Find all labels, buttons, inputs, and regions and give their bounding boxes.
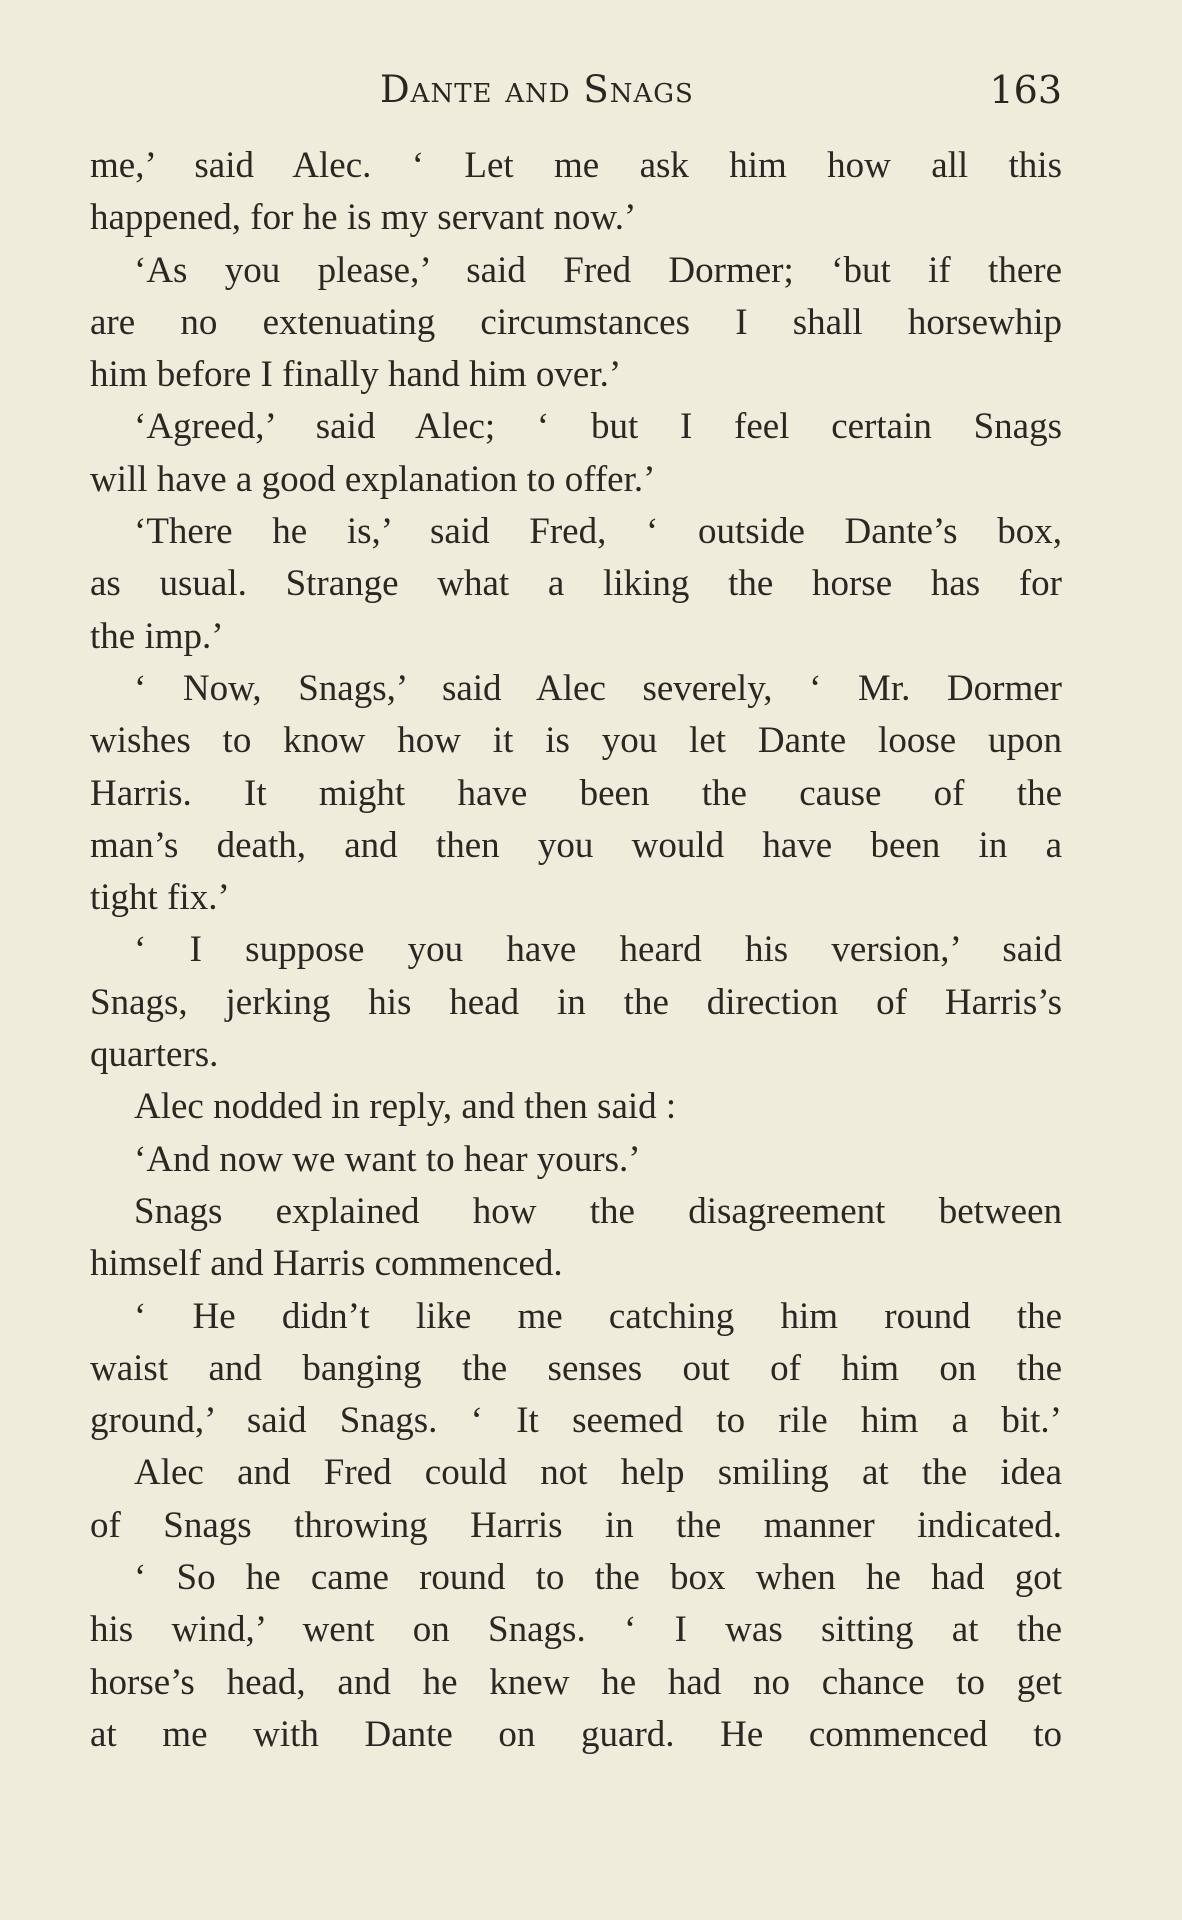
text-line: wishes to know how it is you let Dante loose upon <box>90 720 1062 762</box>
text-line: ‘And now we want to hear yours.’ <box>134 1138 641 1180</box>
text-line: ‘There he is,’ said Fred, ‘ outside Dante’s box, <box>134 511 1062 553</box>
text-line: Alec nodded in reply, and then said : <box>134 1086 677 1128</box>
running-title: Dante and Snags <box>380 68 694 111</box>
text-line: ‘Agreed,’ said Alec; ‘ but I feel certain Snags <box>134 406 1062 448</box>
body-text <box>90 140 1062 1761</box>
text-line: himself and Harris commenced. <box>90 1243 563 1285</box>
text-line: waist and banging the senses out of him on the <box>90 1347 1062 1389</box>
text-line: ground,’ said Snags. ‘ It seemed to rile him a bit.’ <box>90 1400 1062 1442</box>
text-line: him before I finally hand him over.’ <box>90 354 622 396</box>
text-line: ‘ Now, Snags,’ said Alec severely, ‘ Mr. Dormer <box>134 667 1062 709</box>
text-line: quarters. <box>90 1034 219 1076</box>
text-line: ‘ He didn’t like me catching him round the <box>134 1295 1062 1337</box>
text-line: of Snags throwing Harris in the manner indicated. <box>90 1504 1062 1546</box>
page-number: 163 <box>989 68 1062 112</box>
text-line: Snags, jerking his head in the direction of Harris’s <box>90 981 1062 1023</box>
text-line: happened, for he is my servant now.’ <box>90 197 637 239</box>
text-line: horse’s head, and he knew he had no chance to get <box>90 1661 1062 1703</box>
page-header <box>90 62 1062 112</box>
text-line: ‘As you please,’ said Fred Dormer; ‘but if there <box>134 249 1062 291</box>
text-line: tight fix.’ <box>90 877 230 919</box>
text-line: Harris. It might have been the cause of the <box>90 772 1062 814</box>
text-line: ‘ So he came round to the box when he had got <box>134 1557 1062 1599</box>
text-line: are no extenuating circumstances I shall horsewhip <box>90 301 1062 343</box>
text-line: will have a good explanation to offer.’ <box>90 458 656 500</box>
text-line: man’s death, and then you would have been in a <box>90 824 1062 866</box>
text-line: Alec and Fred could not help smiling at the idea <box>134 1452 1062 1494</box>
text-line: ‘ I suppose you have heard his version,’ said <box>134 929 1062 971</box>
text-line: his wind,’ went on Snags. ‘ I was sitting at the <box>90 1609 1062 1651</box>
text-line: at me with Dante on guard. He commenced to <box>90 1713 1062 1755</box>
text-line: as usual. Strange what a liking the horse has for <box>90 563 1062 605</box>
text-line: Snags explained how the disagreement between <box>134 1190 1062 1232</box>
text-line: me,’ said Alec. ‘ Let me ask him how all this <box>90 145 1062 186</box>
text-line: the imp.’ <box>90 615 224 657</box>
